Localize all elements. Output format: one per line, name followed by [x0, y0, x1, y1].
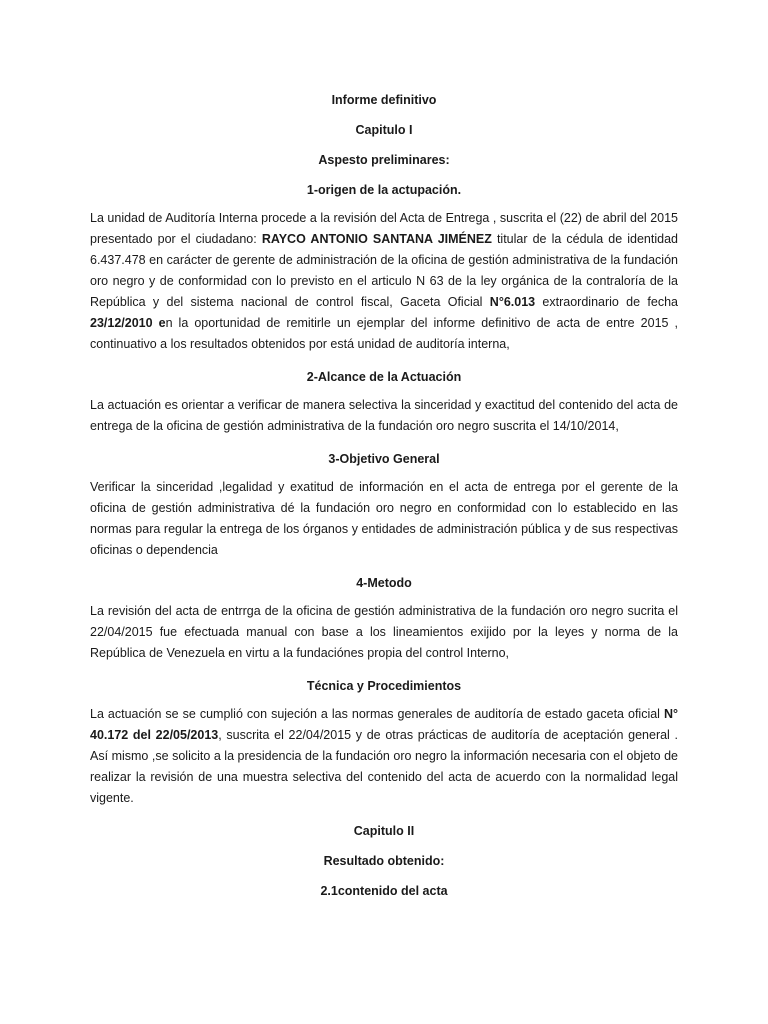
preliminary-heading: Aspesto preliminares:: [318, 153, 450, 167]
text-run: n la oportunidad de remitirle un ejemplar del informe definitivo de acta de entre 2015 , continuativo a los resultados obtenidos por está unidad de auditoría interna,: [90, 316, 678, 351]
section-3-paragraph: Verificar la sinceridad ,legalidad y exatitud de información en el acta de entrega por el gerente de la oficina de gestión administrativa dé la fundación oro negro en conformidad con lo establecido en las normas para regular la entrega de los órganos y entidades de administración pública y de sus respectivas oficinas o dependencia: [90, 480, 678, 557]
section-5-heading: Técnica y Procedimientos: [306, 679, 462, 693]
text-run: , suscrita el 22/04/2015 y de otras prácticas de auditoría de aceptación general . Así mismo ,se solicito a la presidencia de la fundación oro negro la información necesaria con el objeto de realizar la revisión de una muestra selectiva del contenido del acta de acuerdo con la normalidad legal vigente.: [90, 728, 678, 805]
section-1-heading: 1-origen de la actupación.: [306, 183, 462, 197]
chapter-1-heading: Capitulo I: [355, 123, 413, 137]
doc-title: Informe definitivo: [331, 93, 437, 107]
section-2-heading: 2-Alcance de la Actuación: [306, 370, 462, 384]
result-heading: Resultado obtenido:: [323, 854, 445, 868]
person-name: RAYCO ANTONIO SANTANA JIMÉNEZ: [261, 232, 492, 246]
section-1-paragraph: [90, 208, 678, 355]
text-run: extraordinario de fecha: [535, 295, 678, 309]
chapter-2-heading: Capitulo II: [353, 824, 415, 838]
section-3-heading: 3-Objetivo General: [328, 452, 440, 466]
gaceta-number: N°6.013: [489, 295, 536, 309]
section-5-paragraph: [90, 704, 678, 809]
section-2-paragraph: La actuación es orientar a verificar de manera selectiva la sinceridad y exactitud del contenido del acta de entrega de la oficina de gestión administrativa de la fundación oro negro suscrita el 14/10/2014,: [90, 398, 678, 433]
section-2-1-heading: 2.1contenido del acta: [320, 884, 448, 898]
gaceta-reference: N° 40.172 del 22/05/2013: [90, 707, 678, 742]
text-run: titular de la cédula de identidad 6.437.478 en carácter de gerente de administración de la oficina de gestión administrativa de la fundación oro negro y de conformidad con lo previsto en el articulo N 63 de la ley orgánica de la contraloría de la República y del sistema nacional de control fiscal, Gaceta Oficial: [90, 232, 678, 309]
text-run: La unidad de Auditoría Interna procede a la revisión del Acta de Entrega , suscrita el (22) de abril del 2015 presentado por el ciudadano:: [90, 211, 678, 246]
text-run: La actuación se se cumplió con sujeción a las normas generales de auditoría de estado gaceta oficial: [90, 707, 664, 721]
section-4-heading: 4-Metodo: [356, 576, 412, 590]
gaceta-date: 23/12/2010 e: [90, 316, 166, 330]
section-4-paragraph: La revisión del acta de entrrga de la oficina de gestión administrativa de la fundación oro negro sucrita el 22/04/2015 fue efectuada manual con base a los lineamientos exijido por la leyes y norma de la República de Venezuela en virtu a la fundaciónes propia del control Interno,: [90, 604, 678, 660]
